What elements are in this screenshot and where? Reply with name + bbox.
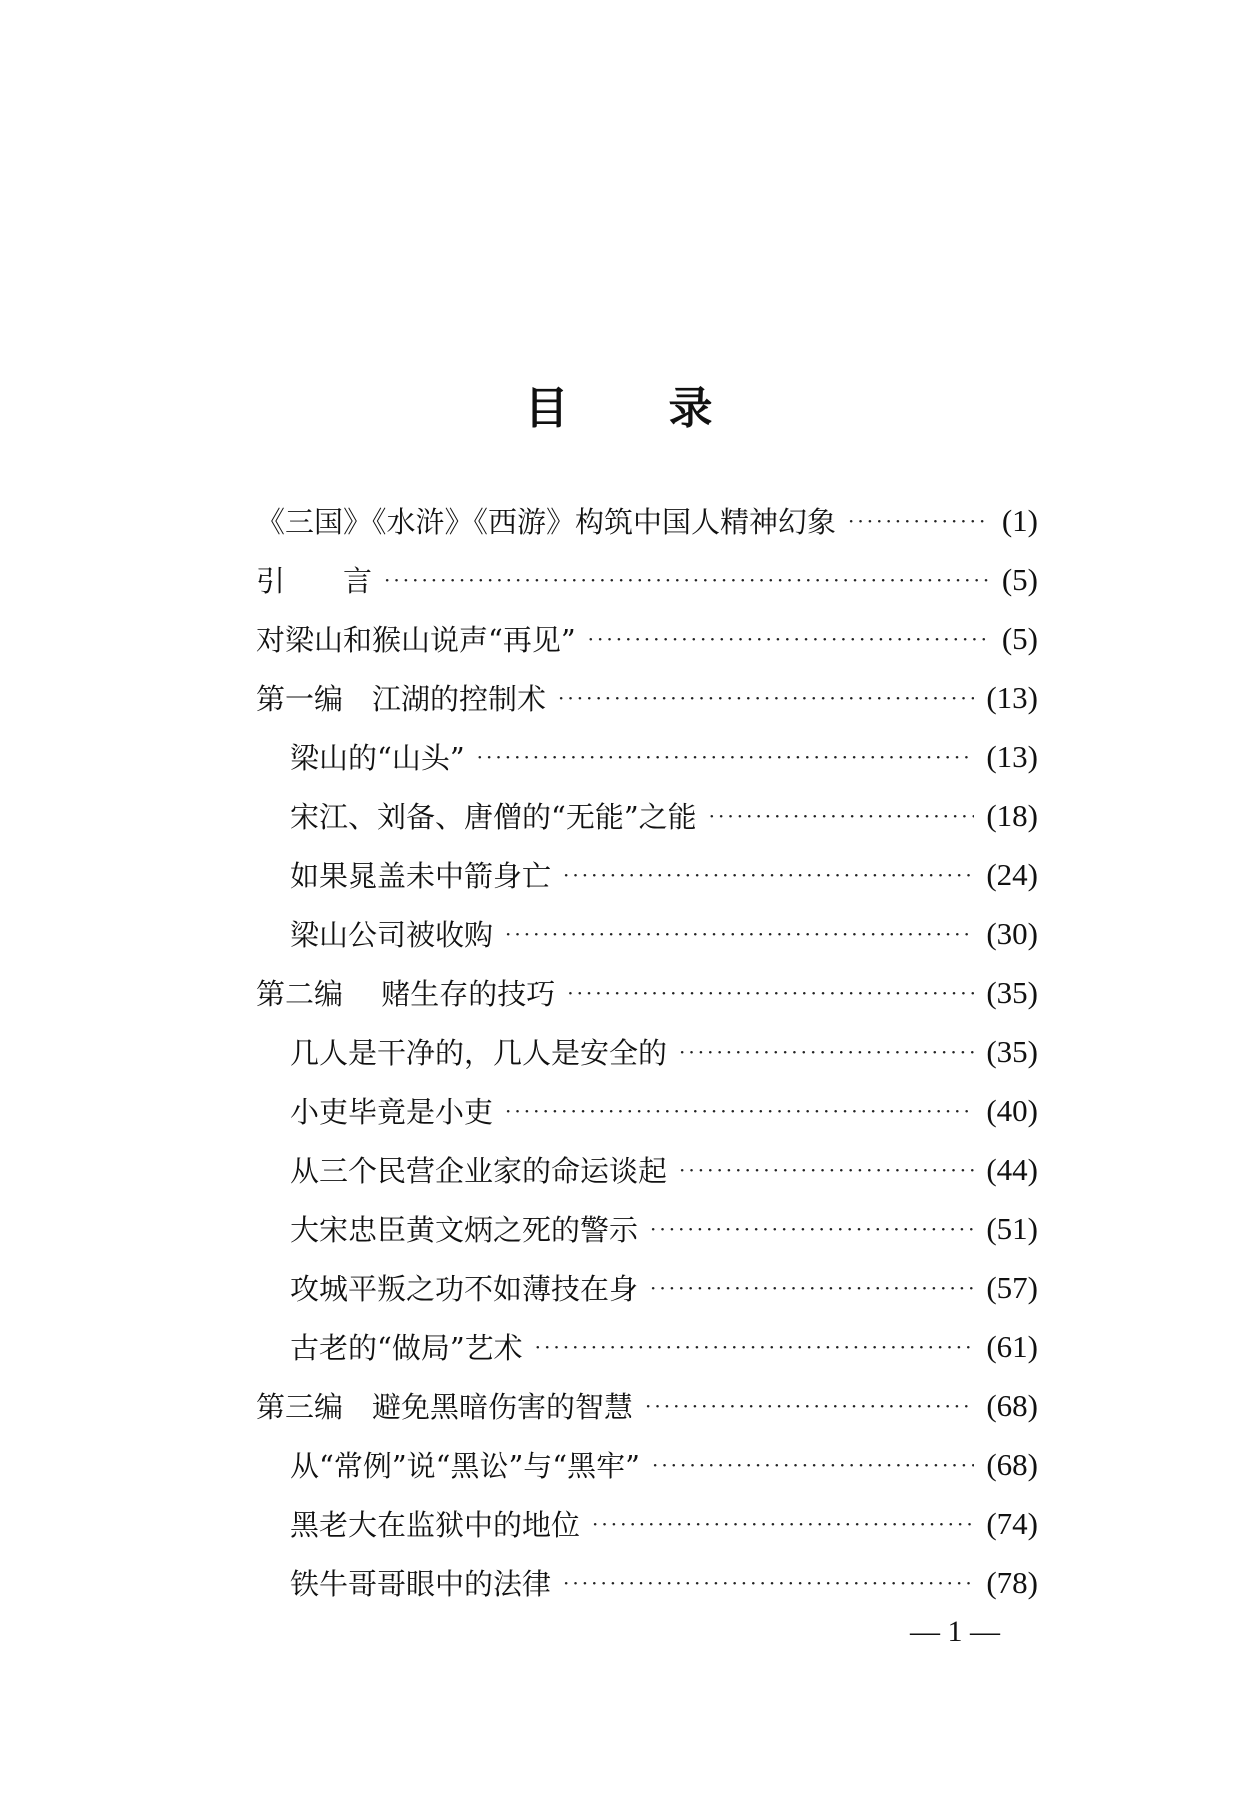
- toc-entry-page: (74): [986, 1505, 1038, 1541]
- toc-entry[interactable]: [256, 727, 1038, 786]
- toc-entry[interactable]: [256, 550, 1038, 609]
- toc-entry-page: (5): [1001, 561, 1038, 597]
- toc-entry-page: (30): [986, 915, 1038, 951]
- dot-leader: [650, 1276, 974, 1300]
- dot-leader: [563, 1571, 974, 1595]
- page-number: — 1 —: [910, 1615, 1000, 1648]
- dot-leader: [505, 1099, 974, 1123]
- dot-leader: [592, 1512, 974, 1536]
- toc-entry[interactable]: [256, 1081, 1038, 1140]
- toc-entry-title: 几人是干净的，几人是安全的: [290, 1036, 668, 1070]
- dot-leader: [709, 804, 975, 828]
- toc-entry-title: 引 言: [256, 564, 373, 598]
- toc-entry-page: (40): [986, 1092, 1038, 1128]
- dot-leader: [477, 745, 975, 769]
- dot-leader: [645, 1394, 974, 1418]
- toc-entry-page: (78): [986, 1564, 1038, 1600]
- toc-entry[interactable]: [256, 1140, 1038, 1199]
- toc-entry-page: (13): [986, 679, 1038, 715]
- toc-entry[interactable]: [256, 1376, 1038, 1435]
- toc-entry[interactable]: [256, 668, 1038, 727]
- toc-entry-page: (44): [986, 1151, 1038, 1187]
- toc-entry-title: 第一编 江湖的控制术: [256, 682, 547, 716]
- title-char-2: 录: [668, 383, 713, 434]
- toc-entry[interactable]: [256, 1317, 1038, 1376]
- toc-entry-title: 从三个民营企业家的命运谈起: [290, 1154, 668, 1188]
- dot-leader: [588, 627, 990, 651]
- toc-entry-page: (1): [1001, 502, 1038, 538]
- toc-entry[interactable]: [256, 609, 1038, 668]
- toc-entry[interactable]: [256, 1553, 1038, 1612]
- dot-leader: [558, 686, 974, 710]
- toc-entry-page: (51): [986, 1210, 1038, 1246]
- dot-leader: [563, 863, 974, 887]
- toc-entry-title: 如果晁盖未中箭身亡: [290, 859, 552, 893]
- toc-entry-title: 小吏毕竟是小吏: [290, 1095, 494, 1129]
- toc-entry-title: 对梁山和猴山说声“再见”: [256, 623, 576, 657]
- toc-entry-title: 黑老大在监狱中的地位: [290, 1508, 581, 1542]
- toc-entry[interactable]: [256, 1258, 1038, 1317]
- toc-entry-page: (35): [986, 1033, 1038, 1069]
- toc-entry[interactable]: [256, 1199, 1038, 1258]
- toc-entry-page: (61): [986, 1328, 1038, 1364]
- table-of-contents: [256, 491, 1038, 1612]
- dot-leader: [567, 981, 974, 1005]
- dot-leader: [848, 509, 990, 533]
- toc-entry[interactable]: [256, 1494, 1038, 1553]
- title-char-1: 目: [524, 383, 569, 434]
- toc-entry[interactable]: [256, 845, 1038, 904]
- dot-leader: [535, 1335, 975, 1359]
- toc-entry-page: (18): [986, 797, 1038, 833]
- toc-entry[interactable]: [256, 963, 1038, 1022]
- dot-leader: [652, 1453, 974, 1477]
- toc-entry-title: 大宋忠臣黄文炳之死的警示: [290, 1213, 639, 1247]
- dot-leader: [505, 922, 974, 946]
- toc-entry-title: 铁牛哥哥眼中的法律: [290, 1567, 552, 1601]
- toc-entry-title: 古老的“做局”艺术: [290, 1331, 523, 1365]
- toc-entry-title: 梁山的“山头”: [290, 741, 465, 775]
- toc-entry-title: 梁山公司被收购: [290, 918, 494, 952]
- toc-entry-title: 攻城平叛之功不如薄技在身: [290, 1272, 639, 1306]
- toc-entry[interactable]: [256, 1022, 1038, 1081]
- toc-entry-page: (68): [986, 1446, 1038, 1482]
- toc-entry[interactable]: [256, 904, 1038, 963]
- toc-entry-title: 第三编 避免黑暗伤害的智慧: [256, 1390, 634, 1424]
- toc-entry[interactable]: [256, 786, 1038, 845]
- dot-leader: [679, 1040, 974, 1064]
- page-title: [0, 372, 1237, 436]
- toc-entry-title: 《三国》《水浒》《西游》构筑中国人精神幻象: [256, 505, 837, 539]
- toc-entry-page: (5): [1001, 620, 1038, 656]
- toc-entry-title: 从“常例”说“黑讼”与“黑牢”: [290, 1449, 640, 1483]
- dot-leader: [679, 1158, 974, 1182]
- toc-entry-page: (24): [986, 856, 1038, 892]
- toc-entry-page: (68): [986, 1387, 1038, 1423]
- dot-leader: [384, 568, 990, 592]
- toc-entry[interactable]: [256, 491, 1038, 550]
- toc-entry[interactable]: [256, 1435, 1038, 1494]
- dot-leader: [650, 1217, 974, 1241]
- toc-entry-page: (13): [986, 738, 1038, 774]
- toc-entry-title: 第二编 赌生存的技巧: [256, 977, 556, 1011]
- toc-entry-title: 宋江、刘备、唐僧的“无能”之能: [290, 800, 697, 834]
- toc-entry-page: (57): [986, 1269, 1038, 1305]
- toc-entry-page: (35): [986, 974, 1038, 1010]
